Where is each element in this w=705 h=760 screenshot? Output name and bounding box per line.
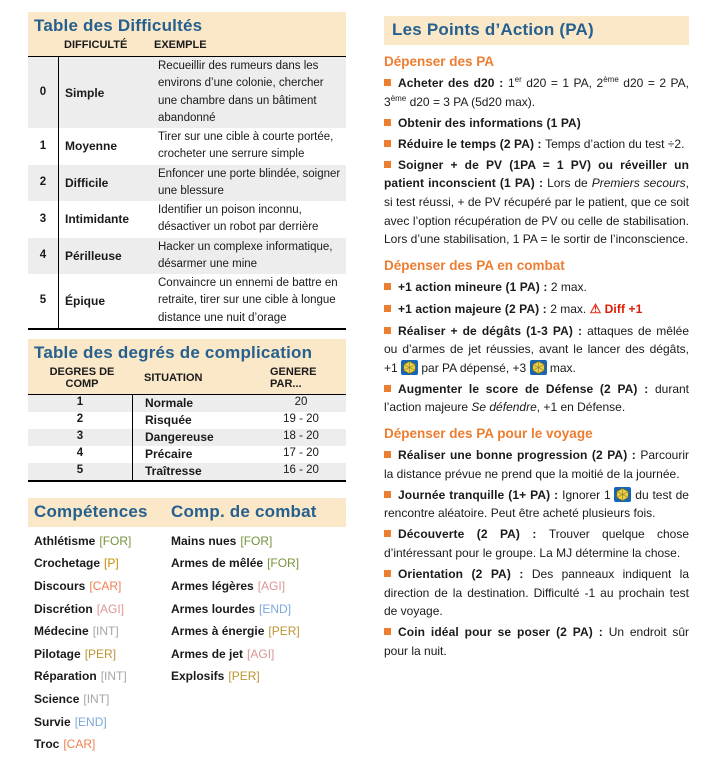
skill-name: Pilotage [34, 646, 81, 661]
pa-bullet [384, 299, 689, 319]
complication-row [28, 429, 346, 446]
body-text: du test de rencontre aléatoire. Peut être acheté plusieurs fois. [384, 487, 689, 521]
skill-item [171, 534, 346, 557]
bullet-lead-text: Réaliser une bonne progression (2 PA) : [398, 448, 641, 463]
competences-list [34, 534, 171, 760]
skill-item [34, 669, 171, 692]
difficulty-example: Convaincre un ennemi de battre en retraite, tirer sur une cible à longue distance une nuit d’orage [158, 277, 338, 324]
skill-attribute-tag: [PER] [228, 669, 260, 684]
body-text: d20 = 2 PA, 3 [384, 76, 690, 109]
difficulty-level: 4 [39, 249, 47, 262]
complication-generated-by: 20 [294, 396, 308, 409]
skill-name: Armes lourdes [171, 601, 256, 616]
body-text: Trouver quelque chose d’intéressant pour le groupe. La MJ détermine la chose. [384, 527, 690, 561]
complication-generated-by: 16 - 20 [283, 464, 319, 477]
d20-die-icon [614, 487, 631, 502]
skill-name: Armes de jet [171, 646, 244, 661]
difficulty-row [28, 128, 346, 165]
body-text: d20 = 1 PA, 2 [521, 76, 604, 90]
difficulty-table-header-row [32, 39, 342, 56]
complication-situation: Normale [132, 395, 270, 412]
complication-degree: 3 [76, 430, 84, 443]
difficulty-name: Simple [58, 57, 154, 128]
skill-name: Troc [34, 737, 60, 752]
pa-subheading: Dépenser des PA pour le voyage [384, 426, 593, 442]
body-text: , si test réussi, + de PV récupéré par le patient, que ce soit avec l’option récupération de PV ou celle de stabilisation. Lors d’une stabilisation, 1 PA = le sortir de l’inconscience. [384, 176, 690, 247]
skill-attribute-tag: [P] [104, 556, 119, 571]
skill-name: Discours [34, 578, 86, 593]
skill-attribute-tag: [PER] [268, 624, 300, 639]
bullet-square-icon [384, 327, 391, 334]
skill-item [34, 534, 171, 557]
complication-table-title: Table des degrés de complication [34, 342, 313, 362]
body-text: Parcourir la distance prévue ne prend que la moitié de la journée. [384, 448, 689, 481]
skill-attribute-tag: [END] [259, 601, 292, 616]
pa-bullet [384, 623, 689, 660]
skill-name: Discrétion [34, 601, 93, 616]
skill-attribute-tag: [FOR] [99, 533, 132, 548]
skill-name: Armes de mêlée [171, 556, 264, 571]
complication-row [28, 463, 346, 480]
skill-item [34, 737, 171, 760]
difficulty-level: 3 [39, 212, 47, 225]
bullet-lead-text: +1 action mineure (1 PA) : [398, 279, 551, 294]
body-text: Temps d’action du test ÷2. [545, 136, 685, 151]
superscript-text: ème [603, 75, 619, 84]
body-text: par PA dépensé, +3 [418, 360, 530, 375]
body-text: , +1 en Défense. [536, 400, 626, 415]
difficulty-table-title: Table des Difficultés [34, 16, 203, 35]
bullet-lead-text: Réduire le temps (2 PA) : [398, 136, 546, 151]
complication-table-header [28, 339, 346, 395]
skills-section [28, 498, 346, 760]
column-header-exemple: EXEMPLE [154, 39, 207, 51]
pa-bullet [384, 156, 689, 249]
bullet-lead-text: Réaliser + de dégâts (1-3 PA) : [398, 323, 588, 338]
bullet-lead-text: Orientation (2 PA) : [398, 567, 532, 582]
skill-attribute-tag: [CAR] [89, 578, 122, 593]
difficulty-level: 1 [39, 139, 47, 152]
right-column [384, 12, 689, 760]
pa-bullet [384, 74, 689, 111]
body-text: max. [546, 360, 576, 375]
d20-die-icon [530, 360, 547, 375]
bullet-lead-text: Soigner + de PV (1PA = 1 PV) ou réveiller un patient inconscient (1 PA) : [384, 157, 689, 191]
skill-item [34, 556, 171, 579]
body-text: 2 max. [550, 279, 587, 294]
combat-competences-list [171, 534, 346, 760]
body-text: Ignorer 1 [562, 487, 615, 502]
pa-subheading: Dépenser des PA [384, 54, 495, 69]
difficulty-row [28, 238, 346, 275]
bullet-lead-text: Journée tranquille (1+ PA) : [398, 487, 563, 502]
combat-competences-title: Comp. de combat [171, 501, 317, 521]
skill-name: Médecine [34, 624, 89, 639]
superscript-text: ème [390, 93, 407, 103]
action-points-title: Les Points d’Action (PA) [384, 16, 689, 45]
body-text: d20 = 3 PA (5d20 max). [406, 94, 536, 109]
skill-attribute-tag: [CAR] [63, 737, 96, 752]
difficulty-name: Moyenne [58, 128, 154, 165]
difficulty-row [28, 57, 346, 128]
skill-name: Armes à énergie [171, 624, 265, 639]
skill-name: Armes légères [171, 578, 254, 593]
bullet-lead-text: Augmenter le score de Défense (2 PA) : [398, 381, 655, 396]
complication-degree: 4 [76, 447, 84, 460]
body-text: Un endroit sûr pour la nuit. [384, 625, 689, 658]
difficulty-level: 2 [39, 176, 47, 189]
complication-situation: Risquée [132, 412, 270, 429]
difficulty-table [28, 12, 346, 330]
difficulty-example: Hacker un complexe informatique, désarmer une mine [158, 240, 333, 270]
difficulty-level: 0 [39, 85, 47, 98]
complication-generated-by: 18 - 20 [283, 430, 319, 443]
skill-attribute-tag: [AGI] [257, 578, 286, 593]
skill-item [34, 602, 171, 625]
complication-row [28, 446, 346, 463]
complication-table-body [28, 395, 346, 482]
pa-bullet [384, 114, 689, 133]
skill-name: Survie [34, 714, 71, 729]
body-text: durant l’action majeure [384, 381, 689, 415]
difficulty-table-header [28, 12, 346, 57]
complication-row [28, 412, 346, 429]
complication-degree: 2 [76, 413, 84, 426]
body-text: attaques de mêlée ou d’armes de jet réussies, avant le lancer des dégâts, +1 [384, 323, 689, 375]
skill-attribute-tag: [INT] [83, 691, 110, 706]
difficulty-level: 5 [39, 294, 47, 307]
difficulty-name: Intimidante [58, 201, 154, 238]
bullet-square-icon [384, 283, 391, 290]
difficulty-example: Tirer sur une cible à courte portée, crocheter une serrure simple [158, 131, 334, 161]
bullet-square-icon [384, 451, 391, 458]
pa-sections [384, 54, 689, 661]
skill-item [171, 556, 346, 579]
skill-attribute-tag: [INT] [92, 624, 119, 639]
difficulty-row [28, 274, 346, 328]
skill-item [171, 579, 346, 602]
italic-text: Se défendre [471, 400, 537, 415]
pa-bullet [384, 322, 689, 378]
complication-table [28, 339, 346, 482]
superscript-text: er [514, 75, 522, 84]
body-text: Lors de [547, 176, 592, 191]
complication-degree: 5 [76, 464, 84, 477]
difficulty-name: Difficile [58, 165, 154, 202]
body-text: Des panneaux indiquent la direction de la destination. Difficulté -1 au prochain test de voyage. [384, 567, 689, 619]
bullet-square-icon [384, 79, 391, 86]
complication-situation: Traîtresse [132, 463, 270, 480]
difficulty-example: Recueillir des rumeurs dans les environs d’une colonie, chercher une chambre dans un bâtiment abandonné [158, 60, 324, 124]
bullet-lead-text: +1 action majeure (2 PA) : [398, 301, 551, 316]
complication-situation: Précaire [132, 446, 270, 463]
bullet-square-icon [384, 570, 391, 577]
pa-bullet [384, 525, 689, 562]
bullet-square-icon [384, 161, 391, 168]
complication-situation: Dangereuse [132, 429, 270, 446]
skill-attribute-tag: [AGI] [96, 601, 125, 616]
pa-bullet [384, 135, 689, 154]
column-header-difficulte: DIFFICULTÉ [64, 39, 128, 51]
difficulty-table-body [28, 57, 346, 330]
bullet-square-icon [384, 628, 391, 635]
skill-attribute-tag: [END] [74, 714, 107, 729]
difficulty-row [28, 165, 346, 202]
difficulty-example: Enfoncer une porte blindée, soigner une blessure [158, 167, 341, 197]
warning-triangle-icon: ⚠ [589, 300, 602, 316]
difficulty-name: Épique [58, 274, 154, 328]
left-column [28, 12, 346, 760]
competences-title: Compétences [34, 501, 148, 521]
bullet-lead-text: Acheter des d20 : [398, 76, 508, 90]
warning-text: Diff +1 [601, 301, 643, 316]
difficulty-example: Identifier un poison inconnu, désactiver un robot par derrière [158, 204, 319, 234]
skill-attribute-tag: [AGI] [247, 646, 275, 661]
skills-body [28, 527, 346, 760]
skill-item [34, 647, 171, 670]
d20-die-icon [401, 360, 418, 375]
pa-subheading: Dépenser des PA en combat [384, 257, 565, 273]
bullet-lead-text: Obtenir des informations (1 PA) [398, 115, 581, 130]
pa-bullet [384, 486, 689, 523]
pa-bullet [384, 446, 689, 483]
skill-name: Explosifs [171, 669, 225, 684]
complication-generated-by: 19 - 20 [283, 413, 319, 426]
skill-item [34, 715, 171, 738]
bullet-square-icon [384, 385, 391, 392]
bullet-square-icon [384, 491, 391, 498]
bullet-square-icon [384, 119, 391, 126]
bullet-square-icon [384, 140, 391, 147]
skills-header [28, 498, 346, 527]
body-text: 1 [507, 76, 515, 90]
body-text: 2 max. [550, 301, 590, 316]
pa-bullet [384, 565, 689, 621]
skill-item [34, 692, 171, 715]
column-header-genere: GENERE PAR... [270, 365, 317, 390]
column-header-degres: DEGRES DE COMP [49, 365, 115, 390]
bullet-square-icon [384, 305, 391, 312]
difficulty-name: Périlleuse [58, 238, 154, 275]
column-header-situation: SITUATION [144, 371, 203, 384]
skill-attribute-tag: [FOR] [267, 556, 300, 571]
complication-degree: 1 [76, 396, 84, 409]
italic-text: Premiers secours [591, 176, 686, 191]
skill-item [171, 602, 346, 625]
bullet-lead-text: Coin idéal pour se poser (2 PA) : [398, 625, 609, 640]
complication-generated-by: 17 - 20 [283, 447, 319, 460]
complication-table-header-row [32, 366, 342, 394]
skill-name: Crochetage [34, 556, 101, 571]
pa-bullet [384, 380, 689, 417]
skill-name: Athlétisme [34, 533, 96, 548]
skill-name: Réparation [34, 669, 97, 684]
skill-item [34, 579, 171, 602]
difficulty-row [28, 201, 346, 238]
skill-name: Science [34, 691, 80, 706]
skill-item [34, 624, 171, 647]
skill-item [171, 669, 346, 692]
complication-row [28, 395, 346, 412]
skill-attribute-tag: [PER] [84, 646, 117, 661]
bullet-lead-text: Découverte (2 PA) : [398, 527, 549, 542]
pa-bullet [384, 278, 689, 297]
skill-attribute-tag: [FOR] [240, 533, 273, 548]
skill-attribute-tag: [INT] [100, 669, 127, 684]
bullet-square-icon [384, 530, 391, 537]
skill-name: Mains nues [171, 533, 237, 548]
skill-item [171, 624, 346, 647]
skill-item [171, 647, 346, 670]
